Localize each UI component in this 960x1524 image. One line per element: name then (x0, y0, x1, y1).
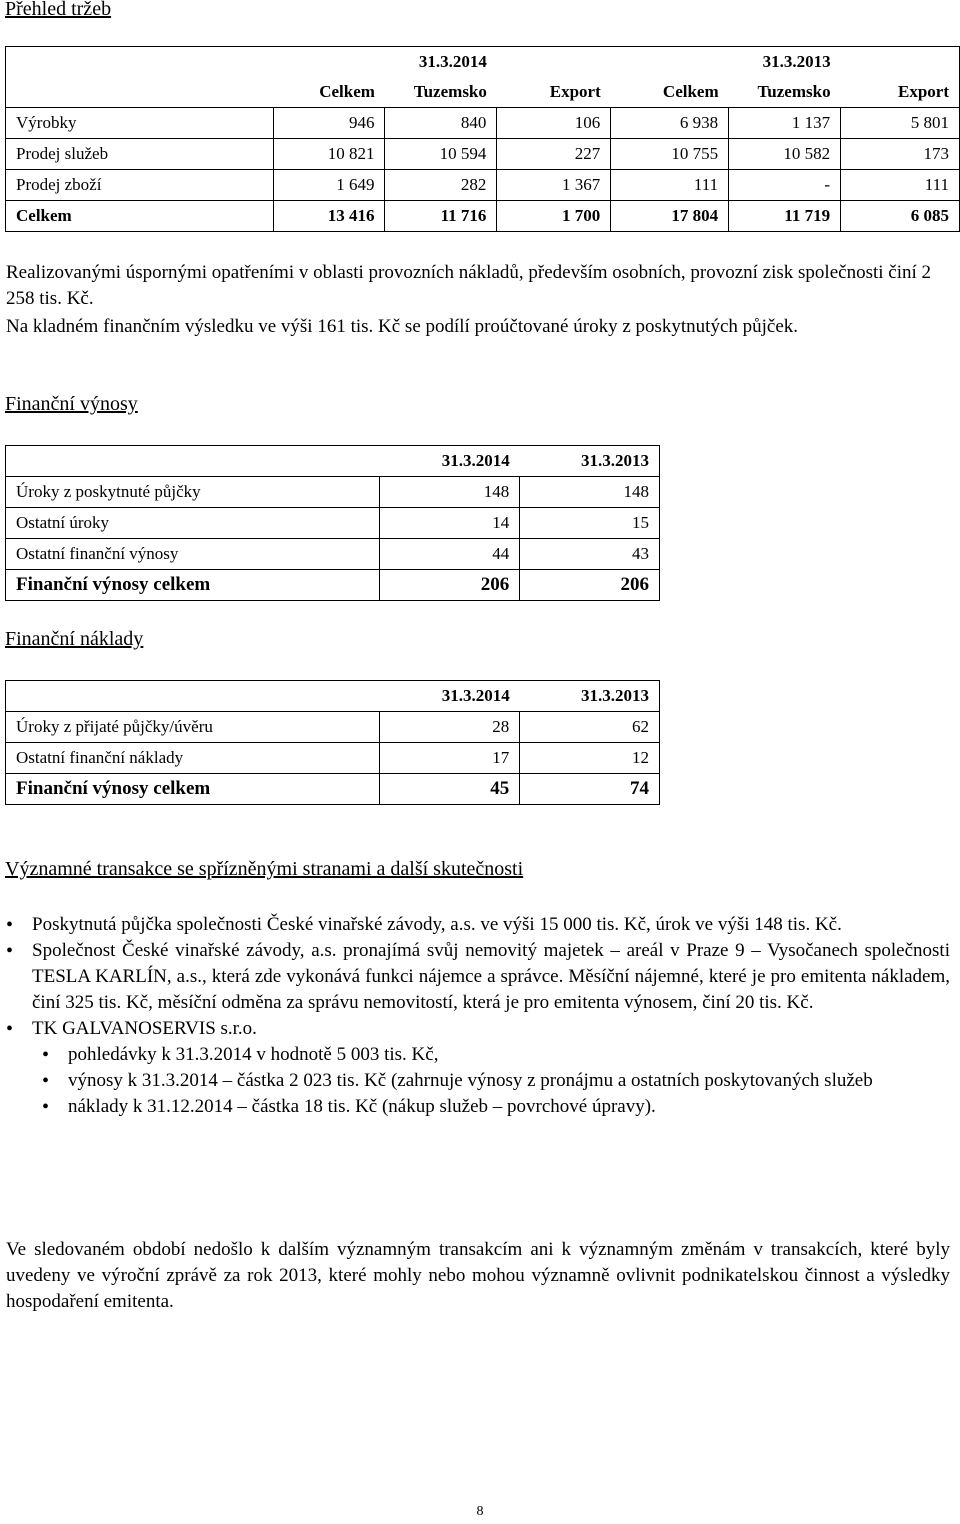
table-row (6, 712, 660, 743)
page-number: 8 (476, 1504, 484, 1519)
cell-value: 10 594 (385, 139, 497, 170)
table-total-row (6, 570, 660, 601)
financial-result-paragraph: Na kladném finančním výsledku ve výši 161 tis. Kč se podílí proúčtované úroky z poskytnutých půjček. (6, 316, 799, 337)
period-2013-header: 31.3.2013 (581, 686, 649, 705)
row-label: Ostatní finanční výnosy (6, 539, 380, 570)
cell-value: 62 (520, 712, 660, 743)
cell-value: 840 (385, 108, 497, 139)
period-2013-header: 31.3.2013 (581, 451, 649, 470)
row-label: Výrobky (6, 108, 274, 139)
revenue-table (5, 46, 960, 232)
cell-value: 1 700 (497, 201, 611, 232)
revenue-period-row (6, 47, 960, 78)
cell-value: 106 (497, 108, 611, 139)
cell-value: 1 367 (497, 170, 611, 201)
period-2014-header: 31.3.2014 (418, 52, 487, 71)
column-header: Celkem (319, 82, 375, 101)
row-label: Finanční výnosy celkem (6, 570, 380, 601)
cell-value: 45 (380, 774, 520, 805)
row-label: Úroky z poskytnuté půjčky (6, 477, 380, 508)
transactions-title: Významné transakce se spřízněnými stranami a další skutečnosti (5, 858, 524, 880)
table-row (6, 508, 660, 539)
cell-value: 111 (841, 170, 960, 201)
period-2014-header: 31.3.2014 (441, 686, 510, 705)
fin-income-header-row (6, 446, 660, 477)
sub-list-item: • pohledávky k 31.3.2014 v hodnotě 5 003 tis. Kč, (6, 1042, 950, 1068)
list-item: • Společnost České vinařské závody, a.s. pronajímá svůj nemovitý majetek – areál v Praze 9 – Vysočanech společnosti TESLA KARLÍN, a.s., která zde vykonává funkci nájemce a správce. Měsíční nájemné, které je pro emitenta nákladem, činí 325 tis. Kč, měsíční odměna za správu nemovitostí, která je pro emitenta výnosem, činí 20 tis. Kč. (6, 938, 950, 1016)
cell-value: 282 (385, 170, 497, 201)
row-label: Ostatní úroky (6, 508, 380, 539)
transactions-list (6, 912, 950, 1120)
table-row (6, 539, 660, 570)
cell-value: - (729, 170, 841, 201)
period-2013-header: 31.3.2013 (762, 52, 831, 71)
table-row (6, 743, 660, 774)
row-label: Úroky z přijaté půjčky/úvěru (6, 712, 380, 743)
cell-value: 10 582 (729, 139, 841, 170)
table-total-row (6, 201, 960, 232)
cell-value: 6 085 (841, 201, 960, 232)
revenue-section-title: Přehled tržeb (5, 0, 112, 20)
fin-income-table (5, 445, 660, 601)
cell-value: 44 (380, 539, 520, 570)
sub-list-item: • náklady k 31.12.2014 – částka 18 tis. Kč (nákup služeb – povrchové úpravy). (6, 1094, 950, 1120)
row-label: Ostatní finanční náklady (6, 743, 380, 774)
operating-profit-paragraph: Realizovanými úspornými opatřeními v oblasti provozních nákladů, především osobních, provozní zisk společnosti činí 2 258 tis. Kč. (6, 262, 932, 309)
sub-list-item: • výnosy k 31.3.2014 – částka 2 023 tis. Kč (zahrnuje výnosy z pronájmu a ostatních poskytovaných služeb (6, 1068, 950, 1094)
cell-value: 15 (520, 508, 660, 539)
cell-value: 148 (520, 477, 660, 508)
row-label: Prodej služeb (6, 139, 274, 170)
fin-costs-header-row (6, 681, 660, 712)
revenue-columns-row (6, 77, 960, 108)
cell-value: 28 (380, 712, 520, 743)
table-total-row (6, 774, 660, 805)
cell-value: 173 (841, 139, 960, 170)
cell-value: 1 137 (729, 108, 841, 139)
cell-value: 11 716 (385, 201, 497, 232)
cell-value: 11 719 (729, 201, 841, 232)
cell-value: 206 (380, 570, 520, 601)
table-row (6, 139, 960, 170)
cell-value: 10 821 (273, 139, 385, 170)
period-2014-header: 31.3.2014 (441, 451, 510, 470)
cell-value: 74 (520, 774, 660, 805)
column-header: Tuzemsko (757, 82, 831, 101)
fin-costs-table (5, 680, 660, 805)
cell-value: 111 (611, 170, 729, 201)
cell-value: 13 416 (273, 201, 385, 232)
column-header: Export (898, 82, 949, 101)
cell-value: 12 (520, 743, 660, 774)
cell-value: 14 (380, 508, 520, 539)
list-item: • Poskytnutá půjčka společnosti České vinařské závody, a.s. ve výši 15 000 tis. Kč, úrok ve výši 148 tis. Kč. (6, 912, 950, 938)
list-item: • TK GALVANOSERVIS s.r.o. (6, 1016, 950, 1042)
cell-value: 946 (273, 108, 385, 139)
cell-value: 10 755 (611, 139, 729, 170)
fin-income-title: Finanční výnosy (5, 393, 138, 415)
cell-value: 227 (497, 139, 611, 170)
cell-value: 148 (380, 477, 520, 508)
table-row (6, 108, 960, 139)
row-label: Celkem (6, 201, 274, 232)
closing-paragraph: Ve sledovaném období nedošlo k dalším významným transakcím ani k významným změnám v transakcích, které byly uvedeny ve výroční zprávě za rok 2013, které mohly nebo mohou významně ovlivnit podnikatelskou činnost a výsledky hospodaření emitenta. (6, 1239, 950, 1312)
row-label: Finanční výnosy celkem (6, 774, 380, 805)
cell-value: 17 804 (611, 201, 729, 232)
table-row (6, 477, 660, 508)
row-label: Prodej zboží (6, 170, 274, 201)
cell-value: 43 (520, 539, 660, 570)
column-header: Tuzemsko (413, 82, 487, 101)
fin-costs-title: Finanční náklady (5, 628, 144, 650)
cell-value: 1 649 (273, 170, 385, 201)
cell-value: 206 (520, 570, 660, 601)
cell-value: 5 801 (841, 108, 960, 139)
table-row (6, 170, 960, 201)
cell-value: 17 (380, 743, 520, 774)
column-header: Export (549, 82, 601, 101)
column-header: Celkem (662, 82, 719, 101)
cell-value: 6 938 (611, 108, 729, 139)
